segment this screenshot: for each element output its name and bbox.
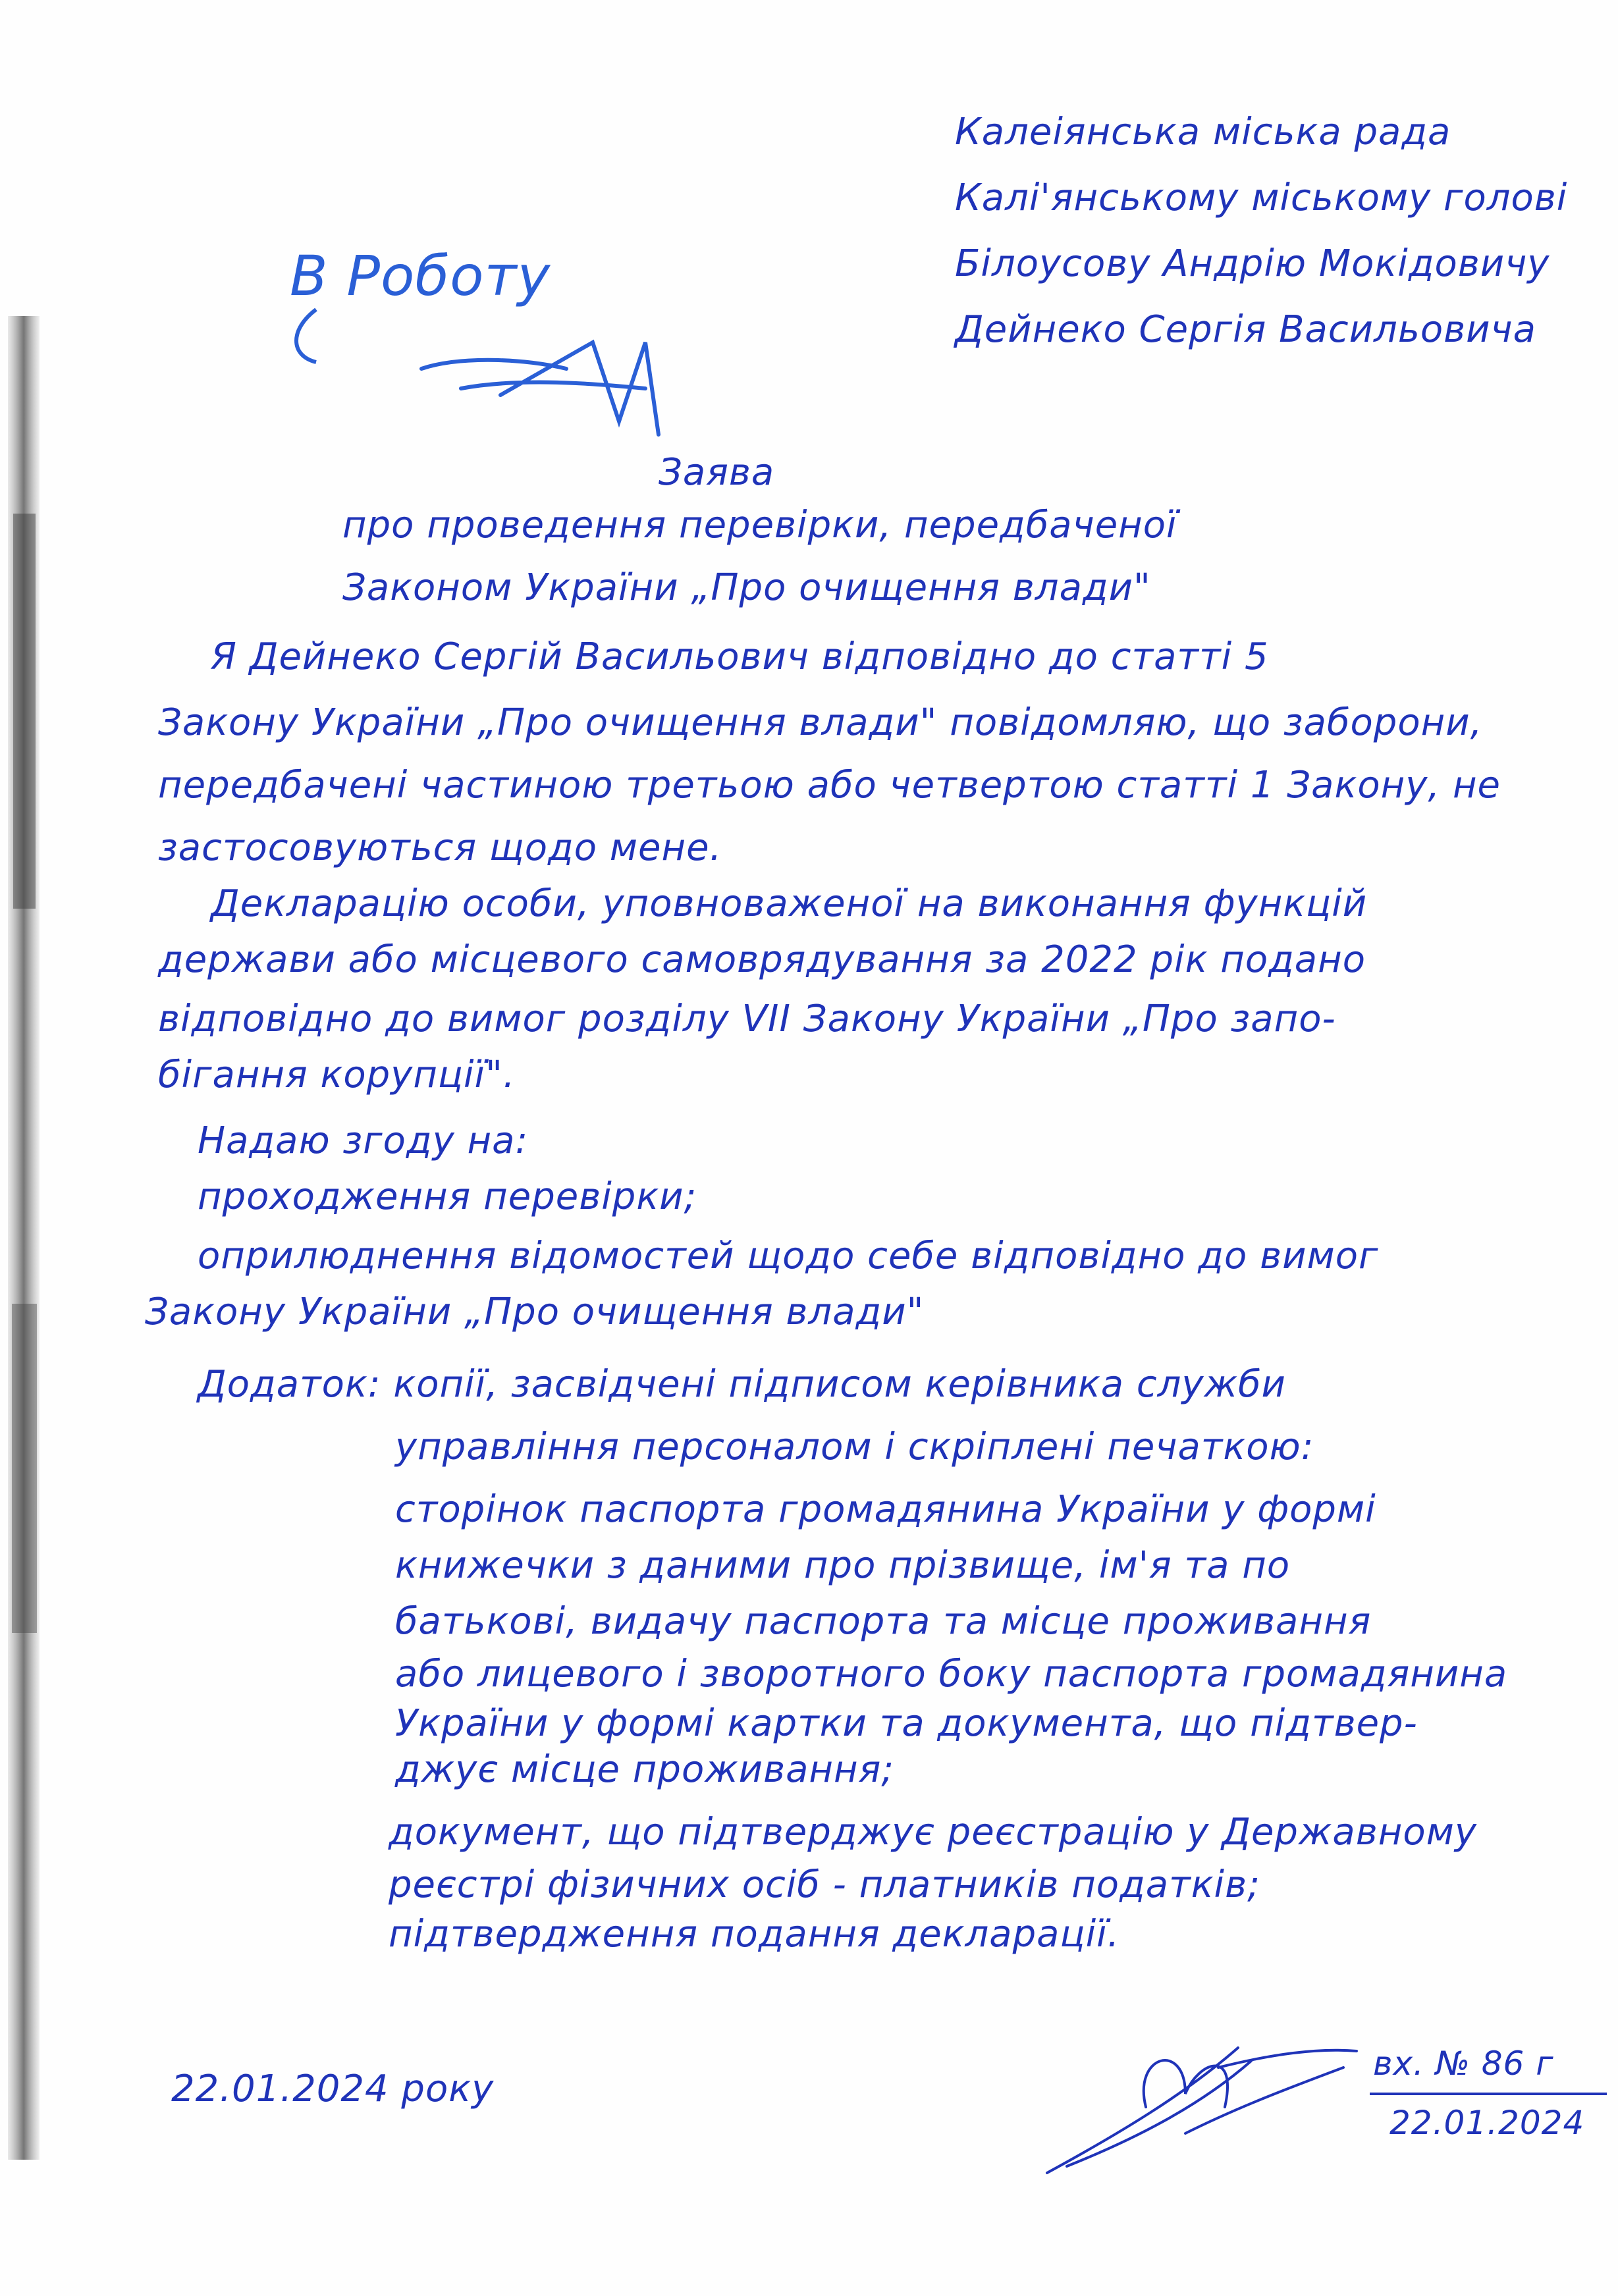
body-line: оприлюднення відомостей щодо себе відповідно до вимог [198, 1235, 1379, 1277]
addressee-council: Калеіянська міська рада [955, 111, 1451, 153]
body-line: Надаю згоду на: [198, 1119, 529, 1162]
attachment-line: управління персоналом і скріплені печаткою: [395, 1426, 1314, 1468]
body-line: держави або місцевого самоврядування за 2022 рік подано [158, 938, 1366, 981]
attachment-line: джує місце проживання; [395, 1748, 895, 1791]
body-line: Закону України „Про очищення влади" повідомляю, що заборони, [158, 701, 1483, 744]
heading-line-2: Законом України „Про очищення влади" [342, 566, 1151, 609]
attachment-line: книжечки з даними про прізвище, ім'я та по [395, 1544, 1291, 1587]
attachment-line: Додаток: копії, засвідчені підписом керівника служби [198, 1363, 1286, 1406]
body-line: бігання корупції". [158, 1054, 516, 1096]
attachment-line: реєстрі фізичних осіб - платників податків; [389, 1863, 1260, 1906]
addressee-name: Білоусову Андрію Мокідовичу [955, 242, 1550, 285]
document-date: 22.01.2024 року [171, 2068, 495, 2110]
attachment-line: України у формі картки та документа, що підтвер- [395, 1702, 1418, 1745]
attachment-line: документ, що підтверджує реєстрацію у Державному [389, 1811, 1477, 1854]
attachment-line: батькові, видачу паспорта та місце проживання [395, 1600, 1372, 1643]
body-line: Закону України „Про очищення влади" [145, 1291, 925, 1333]
applicant-name: Дейнеко Сергія Васильовича [955, 308, 1536, 351]
body-line: Я Дейнеко Сергій Васильович відповідно до статті 5 [211, 635, 1269, 678]
body-line: Декларацію особи, уповноваженої на виконання функцій [211, 882, 1368, 925]
registration-number: вх. № 86 г [1373, 2044, 1554, 2083]
registration-date: 22.01.2024 [1389, 2104, 1585, 2142]
document-title: Заява [659, 451, 775, 494]
addressee-mayor: Калі'янському міському голові [955, 176, 1568, 219]
resolution-text: В Роботу [290, 244, 551, 308]
attachment-line: сторінок паспорта громадянина України у формі [395, 1488, 1376, 1531]
body-line: проходження перевірки; [198, 1175, 697, 1218]
body-line: відповідно до вимог розділу VII Закону України „Про запо- [158, 998, 1336, 1040]
body-line: передбачені частиною третьою або четвертою статті 1 Закону, не [158, 764, 1501, 807]
body-line: застосовуються щодо мене. [158, 826, 722, 869]
attachment-line: або лицевого і зворотного боку паспорта громадянина [395, 1653, 1508, 1695]
heading-line-1: про проведення перевірки, передбаченої [342, 504, 1177, 547]
attachment-line: підтвердження подання декларації. [389, 1913, 1120, 1956]
